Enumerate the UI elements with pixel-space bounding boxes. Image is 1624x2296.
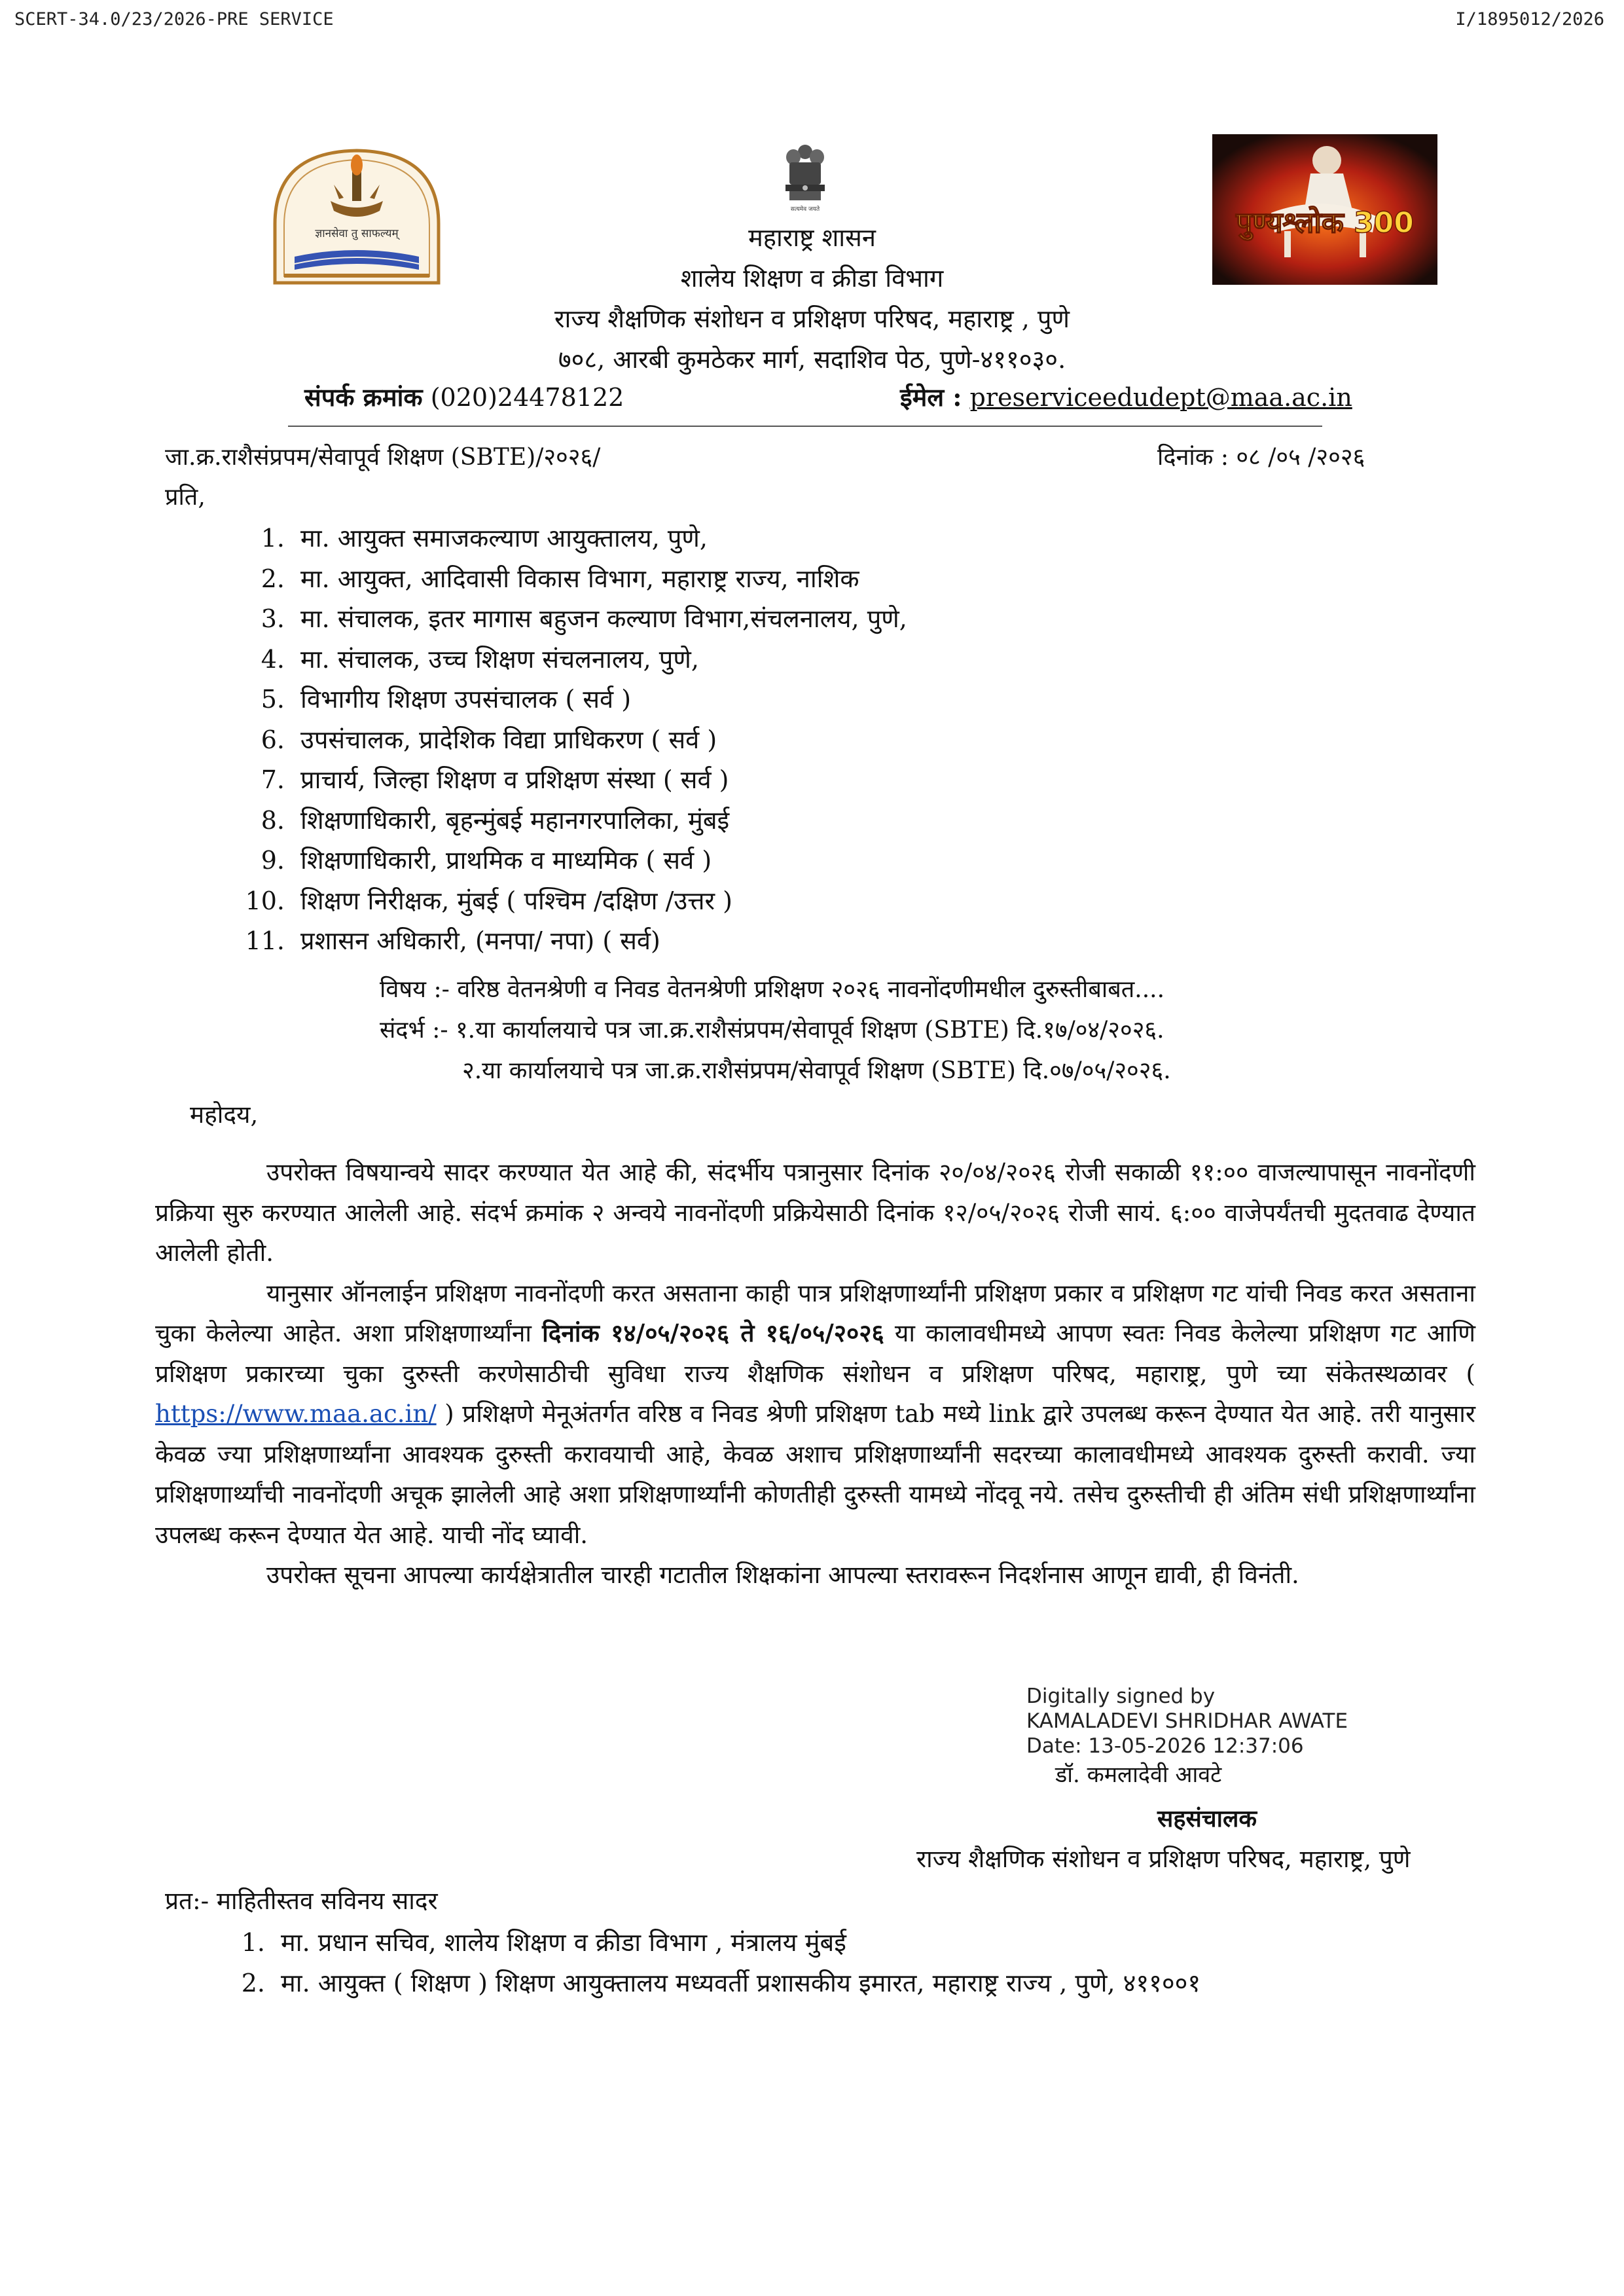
website-link[interactable]: https://www.maa.ac.in/	[155, 1400, 437, 1428]
svg-text:ज्ञानसेवा तु साफल्यम्: ज्ञानसेवा तु साफल्यम्	[315, 227, 399, 240]
copy-to-item-number: 1.	[241, 1928, 265, 1957]
recipient-item-number: 9.	[261, 846, 285, 875]
copy-to-item-text: मा. आयुक्त ( शिक्षण ) शिक्षण आयुक्तालय मध्यवर्ती प्रशासकीय इमारत, महाराष्ट्र राज्य , पुणे, ४११००१	[281, 1969, 1201, 1997]
letterhead-office: राज्य शैक्षणिक संशोधन व प्रशिक्षण परिषद, महाराष्ट्र , पुणे	[554, 304, 1070, 333]
digital-signer-name: KAMALADEVI SHRIDHAR AWATE	[1026, 1709, 1348, 1733]
email-label: ईमेल :	[900, 382, 962, 412]
salutation: महोदय,	[190, 1101, 259, 1129]
recipient-item	[232, 561, 859, 595]
digital-signature-block	[1026, 1684, 1348, 1758]
contact-number	[304, 380, 624, 414]
recipient-item-number: 6.	[261, 725, 285, 754]
reference-number: जा.क्र.राशैसंप्रपम/सेवापूर्व शिक्षण (SBTE)/२०२६/	[165, 444, 601, 471]
recipient-item	[232, 843, 712, 877]
recipient-item-number: 11.	[245, 926, 285, 955]
recipient-item-number: 4.	[261, 644, 285, 674]
svg-text:सत्यमेव जयते: सत्यमेव जयते	[790, 206, 820, 213]
recipient-item-number: 10.	[245, 886, 285, 915]
letterhead-department: शालेय शिक्षण व क्रीडा विभाग	[680, 264, 944, 293]
letter-date: दिनांक : ०८ /०५ /२०२६	[1157, 444, 1365, 471]
recipient-item	[232, 642, 699, 676]
letterhead-address: ७०८, आरबी कुमठेकर मार्ग, सदाशिव पेठ, पुणे-४११०३०.	[558, 345, 1066, 374]
signatory-designation: सहसंचालक	[1157, 1805, 1257, 1832]
recipient-item-number: 8.	[261, 805, 285, 835]
recipient-item-number: 5.	[261, 685, 285, 714]
recipient-item	[232, 722, 717, 756]
body-paragraph-3: उपरोक्त सूचना आपल्या कार्यक्षेत्रातील चारही गटातील शिक्षकांना आपल्या स्तरावरून निदर्शनास आणून द्यावी, ही विनंती.	[266, 1561, 1299, 1589]
reference-2: २.या कार्यालयाचे पत्र जा.क्र.राशैसंप्रपम/सेवापूर्व शिक्षण (SBTE) दि.०७/०५/२०२६.	[462, 1057, 1171, 1084]
recipient-item-text: प्राचार्य, जिल्हा शिक्षण व प्रशिक्षण संस्था ( सर्व )	[300, 765, 729, 794]
recipient-item	[232, 520, 708, 555]
recipient-item-number: 2.	[261, 564, 285, 593]
contact-label: संपर्क क्रमांक	[304, 382, 423, 412]
recipient-item-number: 7.	[261, 765, 285, 794]
copy-to-item	[232, 1965, 1200, 1999]
recipient-item	[232, 601, 907, 635]
to-label: प्रति,	[165, 484, 206, 511]
recipient-item	[232, 762, 729, 796]
signatory-name: डॉ. कमलादेवी आवटे	[1055, 1762, 1222, 1788]
letter-body	[155, 1152, 1475, 1595]
recipient-item-text: शिक्षणाधिकारी, प्राथमिक व माध्यमिक ( सर्व )	[300, 846, 712, 875]
body-p2-end: ) प्रशिक्षणे मेनूअंतर्गत वरिष्ठ व निवड श्रेणी प्रशिक्षण tab मध्ये link द्वारे उपलब्ध करून देण्यात येत आहे. तरी यानुसार केवळ ज्या प्रशिक्षणार्थ्यांना आवश्यक दुरुस्ती करावयाची आहे, केवळ अशाच प्रशिक्षणार्थ्यांनी सदरच्या कालावधीमध्ये आवश्यक दुरुस्ती करावी. ज्या प्रशिक्षणार्थ्यांची नावनोंदणी अचूक झालेली आहे अशा प्रशिक्षणार्थ्यांनी कोणतीही दुरुस्ती यामध्ये नोंदवू नये. तसेच दुरुस्तीची ही अंतिम संधी प्रशिक्षणार्थ्यांना उपलब्ध करून देण्यात येत आहे. याची नोंद घ्यावी.	[155, 1400, 1475, 1549]
recipient-item-text: शिक्षण निरीक्षक, मुंबई ( पश्चिम /दक्षिण /उत्तर )	[300, 886, 732, 915]
signatory-office: राज्य शैक्षणिक संशोधन व प्रशिक्षण परिषद, महाराष्ट्र, पुणे	[916, 1845, 1411, 1873]
body-paragraph-1: उपरोक्त विषयान्वये सादर करण्यात येत आहे की, संदर्भीय पत्रानुसार दिनांक २०/०४/२०२६ रोजी सकाळी ११:०० वाजल्यापासून नावनोंदणी प्रक्रिया सुरु करण्यात आलेली आहे. संदर्भ क्रमांक २ अन्वये नावनोंदणी प्रक्रियेसाठी दिनांक १२/०५/२०२६ रोजी सायं. ६:०० वाजेपर्यंतची मुदतवाढ देण्यात आलेली होती.	[155, 1158, 1475, 1267]
recipient-item-text: मा. आयुक्त समाजकल्याण आयुक्तालय, पुणे,	[300, 524, 708, 553]
digital-sign-date: Date: 13-05-2026 12:37:06	[1026, 1734, 1304, 1758]
letterhead-government: महाराष्ट्र शासन	[748, 223, 876, 252]
email-contact	[900, 380, 1352, 414]
body-paragraph-2	[155, 1273, 1475, 1556]
recipient-item-text: मा. संचालक, इतर मागास बहुजन कल्याण विभाग,संचलनालय, पुणे,	[300, 604, 907, 633]
body-p2-intro: यानुसार ऑनलाईन प्रशिक्षण नावनोंदणी करत असताना काही पात्र प्रशिक्षणार्थ्यांनी प्रशिक्षण प्रकार व प्रशिक्षण गट यांची निवड करत असताना चुका केलेल्या आहेत. अशा प्रशिक्षणार्थ्यांना	[155, 1279, 1475, 1347]
recipient-item-number: 1.	[261, 524, 285, 553]
copy-to-item-text: मा. प्रधान सचिव, शालेय शिक्षण व क्रीडा विभाग , मंत्रालय मुंबई	[281, 1928, 846, 1957]
correction-window-dates: दिनांक १४/०५/२०२६ ते १६/०५/२०२६	[542, 1319, 884, 1347]
subject-line: विषय :- वरिष्ठ वेतनश्रेणी व निवड वेतनश्रेणी प्रशिक्षण २०२६ नावनोंदणीमधील दुरुस्तीबाबत....	[380, 976, 1165, 1003]
recipient-item-text: मा. आयुक्त, आदिवासी विकास विभाग, महाराष्ट्र राज्य, नाशिक	[300, 564, 859, 593]
recipient-item-text: विभागीय शिक्षण उपसंचालक ( सर्व )	[300, 685, 632, 714]
body-p2-middle: या कालावधीमध्ये आपण स्वतः निवड केलेल्या प्रशिक्षण गट आणि प्रशिक्षण प्रकारच्या चुका दुरुस्ती करणेसाठीची सुविधा राज्य शैक्षणिक संशोधन व प्रशिक्षण परिषद, महाराष्ट्र, पुणे च्या संकेतस्थळावर (	[155, 1319, 1475, 1388]
recipient-item	[232, 803, 729, 837]
recipient-item-text: प्रशासन अधिकारी, (मनपा/ नपा) ( सर्व)	[300, 926, 660, 955]
recipient-item	[232, 883, 732, 917]
recipient-item-text: शिक्षणाधिकारी, बृहन्मुंबई महानगरपालिका, मुंबई	[300, 805, 730, 835]
copy-to-item-number: 2.	[241, 1969, 265, 1997]
reference-1: संदर्भ :- १.या कार्यालयाचे पत्र जा.क्र.राशैसंप्रपम/सेवापूर्व शिक्षण (SBTE) दि.१७/०४/२०२६.	[380, 1017, 1164, 1044]
recipient-item-text: मा. संचालक, उच्च शिक्षण संचलनालय, पुणे,	[300, 644, 699, 674]
email-link[interactable]: preserviceedudept@maa.ac.in	[969, 383, 1352, 412]
state-emblem	[780, 143, 830, 216]
copy-to-label: प्रत:- माहितीस्तव सविनय सादर	[165, 1887, 438, 1915]
recipient-item-number: 3.	[261, 604, 285, 633]
copy-to-item	[232, 1925, 846, 1959]
file-reference-header: SCERT-34.0/23/2026-PRE SERVICE	[14, 9, 334, 29]
header-divider	[288, 426, 1322, 427]
recipient-item	[232, 682, 631, 716]
contact-value: (020)24478122	[430, 383, 624, 412]
recipient-item	[232, 923, 660, 957]
recipient-item-text: उपसंचालक, प्रादेशिक विद्या प्राधिकरण ( सर्व )	[300, 725, 717, 754]
svg-text:पुण्यश्लोक 300: पुण्यश्लोक 300	[1236, 206, 1414, 240]
digital-signed-by: Digitally signed by	[1026, 1685, 1216, 1708]
emblem-motto	[791, 205, 820, 213]
inward-number-header: I/1895012/2026	[1455, 9, 1604, 29]
